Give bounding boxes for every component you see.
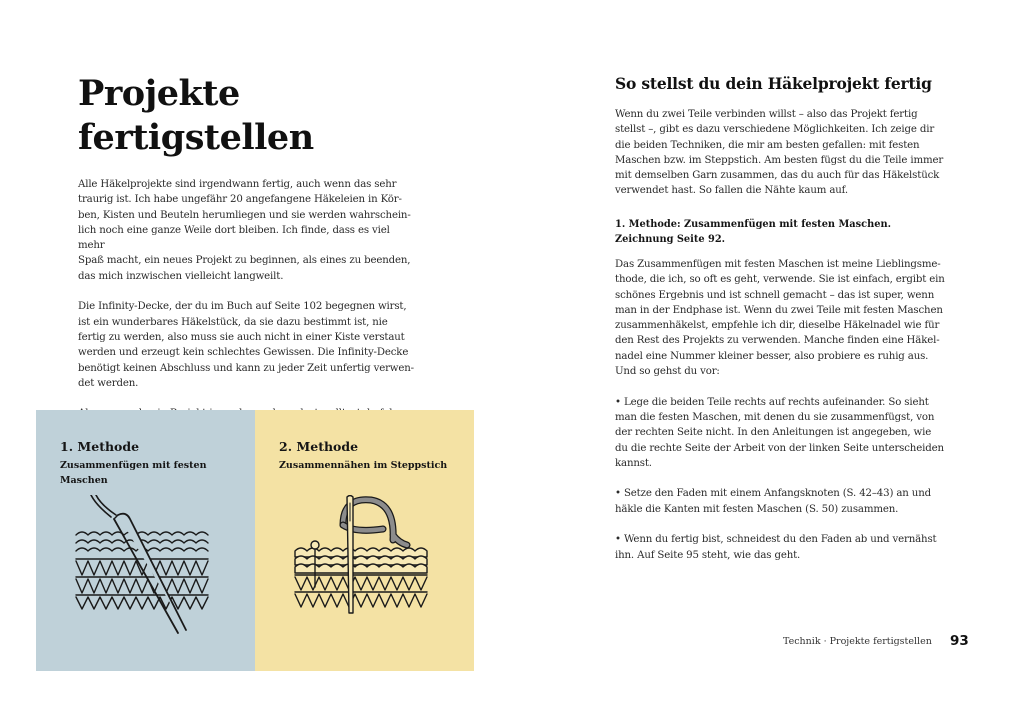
- panel-heading: 1. Methode: [60, 439, 140, 454]
- text-line: • Wenn du fertig bist, schneidest du den Faden ab und vernähst: [615, 534, 937, 546]
- text-line: fertig zu werden, also muss sie auch nicht in einer Kiste verstaut: [78, 331, 405, 343]
- page-title-line: Projekte: [78, 73, 240, 114]
- text-line: thode, die ich, so oft es geht, verwende. Sie ist einfach, ergibt ein: [615, 274, 945, 286]
- running-head: Technik · Projekte fertigstellen: [783, 636, 932, 647]
- page-title-line: fertigstellen: [78, 117, 314, 158]
- heading-line: Zeichnung Seite 92.: [615, 234, 726, 246]
- bullet-step-3: [615, 532, 950, 563]
- text-line: • Setze den Faden mit einem Anfangsknoten (S. 42–43) an und: [615, 488, 931, 500]
- text-line: ben, Kisten und Beuteln herumliegen und sie werden wahrschein-: [78, 209, 411, 221]
- text-line: Spaß macht, ein neues Projekt zu beginnen, als eines zu beenden,: [78, 255, 411, 267]
- section-title: So stellst du dein Häkelprojekt fertig: [615, 74, 932, 93]
- text-line: Wenn du zwei Teile verbinden willst – also das Projekt fertig: [615, 109, 918, 120]
- panel-subtitle: Zusammenfügen mit festen Maschen: [60, 460, 207, 486]
- text-line: man die festen Maschen, mit denen du sie zusammenfügst, von: [615, 411, 935, 423]
- text-line: man in der Endphase ist. Wenn du zwei Teile mit festen Maschen: [615, 304, 943, 316]
- text-line: schönes Ergebnis und ist schnell gemacht – das ist super, wenn: [615, 289, 935, 301]
- page-number: 93: [950, 633, 969, 649]
- panel-subtitle: Zusammennähen im Steppstich: [279, 460, 448, 471]
- text-line: den Rest des Projekts zu verwenden. Manche finden eine Häkel-: [615, 335, 940, 347]
- text-line: zusammenhäkelst, empfehle ich dir, dieselbe Häkelnadel wie für: [615, 320, 940, 332]
- method-1-panel: [36, 410, 255, 671]
- panel-heading: 2. Methode: [279, 439, 359, 454]
- text-line: mit demselben Garn zusammen, das du auch für das Häkelstück: [615, 170, 940, 182]
- text-line: der rechten Seite nicht. In den Anleitungen ist angegeben, wie: [615, 427, 932, 439]
- text-line: ihn. Auf Seite 95 steht, wie das geht.: [615, 549, 801, 561]
- text-line: ist ein wunderbares Häkelstück, da sie dazu bestimmt ist, nie: [78, 316, 388, 328]
- method-1-heading: [615, 217, 950, 248]
- text-line: Das Zusammenfügen mit festen Maschen ist meine Lieblingsme-: [615, 259, 941, 270]
- text-line: nadel eine Nummer kleiner besser, also probiere es ruhig aus.: [615, 350, 929, 362]
- intro-paragraph-2: [78, 299, 418, 391]
- text-line: Alle Häkelprojekte sind irgendwann fertig, auch wenn das sehr: [78, 179, 397, 190]
- text-line: du die rechte Seite der Arbeit von der linken Seite unterscheiden: [615, 442, 944, 454]
- text-line: traurig ist. Ich habe ungefähr 20 angefangene Häkeleien in Kör-: [78, 194, 402, 206]
- text-line: benötigt keinen Abschluss und kann zu jeder Zeit unfertig verwen-: [78, 362, 414, 374]
- text-line: häkle die Kanten mit festen Maschen (S. 50) zusammen.: [615, 503, 899, 515]
- text-line: das mich inzwischen vielleicht langweilt.: [78, 270, 284, 282]
- text-line: kannst.: [615, 457, 652, 469]
- needle-backstitch-illustration: [285, 495, 445, 645]
- text-line: Maschen bzw. im Steppstich. Am besten fügst du die Teile immer: [615, 154, 944, 166]
- method-2-panel: [255, 410, 474, 671]
- text-line: lich noch eine ganze Weile dort bleiben. Ich finde, dass es viel mehr: [78, 224, 390, 252]
- text-line: werden und erzeugt kein schlechtes Gewissen. Die Infinity-Decke: [78, 347, 409, 359]
- heading-line: 1. Methode: Zusammenfügen mit festen Maschen.: [615, 219, 892, 230]
- text-line: Die Infinity-Decke, der du im Buch auf Seite 102 begegnen wirst,: [78, 301, 407, 313]
- intro-paragraph-1: [78, 177, 418, 284]
- right-intro-paragraph: [615, 107, 950, 199]
- text-line: stellst –, gibt es dazu verschiedene Möglichkeiten. Ich zeige dir: [615, 124, 935, 136]
- page-title: [78, 72, 314, 160]
- crochet-hook-seam-illustration: [66, 495, 226, 645]
- text-line: verwendet hast. So fallen die Nähte kaum auf.: [615, 185, 849, 197]
- text-line: Und so gehst du vor:: [615, 366, 720, 378]
- text-line: det werden.: [78, 377, 139, 389]
- text-line: die beiden Techniken, die mir am besten gefallen: mit festen: [615, 139, 920, 151]
- method-paragraph: [615, 257, 950, 379]
- bullet-step-1: [615, 395, 950, 471]
- method-1-body: [615, 257, 950, 578]
- right-intro-text: [615, 107, 950, 214]
- bullet-step-2: [615, 486, 950, 517]
- text-line: • Lege die beiden Teile rechts auf rechts aufeinander. So sieht: [615, 396, 929, 408]
